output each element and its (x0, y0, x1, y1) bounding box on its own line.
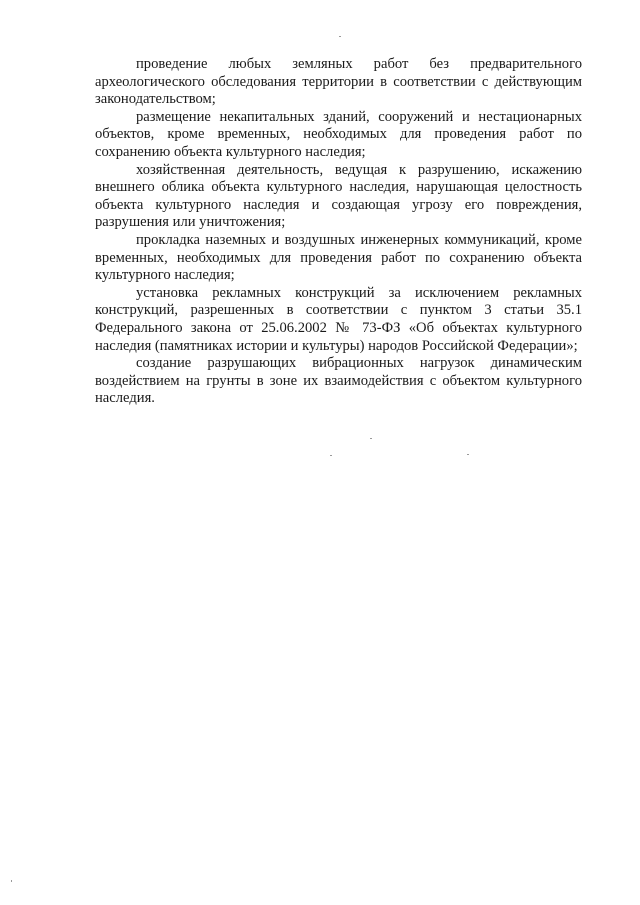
scan-speck (467, 454, 469, 455)
paragraph-vibration: создание разрушающих вибрационных нагрузок динамическим воздействием на грунты в зоне их взаимодействия с объектом культурного наследия. (95, 355, 582, 407)
paragraph-temporary-structures: размещение некапитальных зданий, сооружений и нестационарных объектов, кроме временных, необходимых для проведения работ по сохранению объекта культурного наследия; (95, 108, 582, 160)
scan-speck (11, 880, 12, 882)
paragraph-earthworks: проведение любых земляных работ без предварительного археологического обследования территории в соответствии с действующим законодательством; (95, 56, 582, 108)
scan-speck (330, 455, 332, 456)
paragraph-advertising: установка рекламных конструкций за исключением рекламных конструкций, разрешенных в соответствии с пунктом 3 статьи 35.1 Федерального закона от 25.06.2002 № 73-ФЗ «Об объектах культурного наследия (памятниках истории и культуры) народов Российской Федерации»; (95, 284, 582, 354)
paragraph-economic-activity: хозяйственная деятельность, ведущая к разрушению, искажению внешнего облика объекта культурного наследия, нарушающая целостность объекта культурного наследия и создающая угрозу его повреждения, разрушения или уничтожения; (95, 161, 582, 231)
scan-speck (339, 36, 341, 37)
scan-speck (370, 438, 372, 439)
paragraph-utilities: прокладка наземных и воздушных инженерных коммуникаций, кроме временных, необходимых для проведения работ по сохранению объекта культурного наследия; (95, 231, 582, 284)
restrictions-list (95, 56, 582, 408)
